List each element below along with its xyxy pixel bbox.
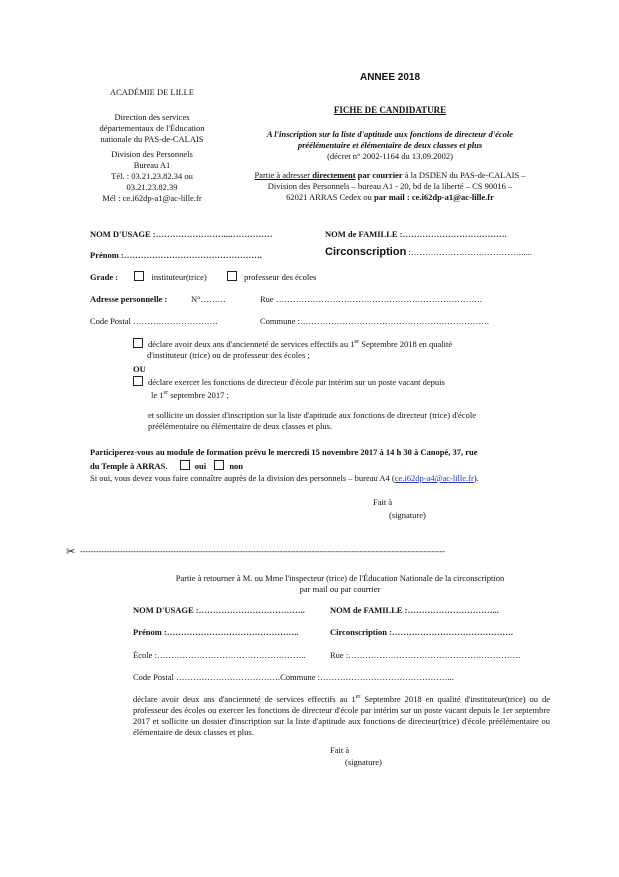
direction-line: départementaux de l'Éducation (99, 123, 205, 133)
non-label: non (229, 461, 244, 471)
envoi-line (220, 170, 560, 181)
bottom-prenom-field[interactable]: Prénom :……………………………………….. (133, 627, 299, 637)
inscription-line: A l'inscription sur la liste d'aptitude aux fonctions de directeur d'école (266, 129, 514, 139)
envoi-direct: directement (312, 170, 356, 180)
bottom-signature-label: (signature) (345, 757, 382, 767)
sup-er: er (355, 694, 361, 700)
numero-field[interactable]: N°……… (191, 294, 227, 304)
signature-label: (signature) (389, 510, 426, 520)
envoi-mail: par mail : ce.i62dp-a1@ac-lille.fr (373, 192, 494, 202)
scissors-icon: ✂ (66, 546, 76, 558)
retour-line: Partie à retourner à M. ou Mme l'inspecteur (trice) de l'Éducation Nationale de la circonscription (175, 573, 505, 583)
circonscription-label: Circonscription (325, 246, 407, 258)
tel-line: 03.21.23.82.39 (126, 182, 178, 192)
checkbox-interim[interactable] (133, 376, 143, 386)
check-anciennete-text: Septembre 2018 en qualité (359, 338, 453, 349)
annee-title: ANNEE 2018 (359, 72, 421, 83)
grade-label: Grade : (90, 272, 119, 282)
division-line: Division des Personnels (111, 149, 193, 159)
si-oui-prefix: Si oui, vous devez vous faire connaître auprès de la division des personnels – bureau A4 ( (90, 473, 395, 483)
code-postal-field[interactable]: Code Postal ………………………… (90, 316, 218, 326)
grade-option-instituteur: instituteur(trice) (151, 272, 207, 282)
bottom-fait-a: Fait à (330, 745, 350, 755)
si-oui-suffix: ). (473, 473, 479, 483)
checkbox-instituteur[interactable] (134, 271, 144, 281)
tel-line: Tél. : 03.21.23.82.34 ou (111, 171, 193, 181)
checkbox-non[interactable] (214, 460, 224, 470)
decret-text: (décret n° 2002-1164 du 13.09.2002) (327, 151, 453, 161)
inscription-line: préélémentaire et élémentaire de deux classes et plus (297, 140, 483, 150)
division-block (82, 149, 222, 204)
bottom-code-postal-field[interactable]: Code Postal ……………………………….Commune :………………………………………... (133, 672, 454, 682)
check-interim-line (133, 376, 533, 388)
direction-block (82, 112, 222, 145)
ou-label: OU (133, 364, 146, 374)
circonscription-dots: :…………………………………..... (406, 247, 532, 257)
direction-line: Direction des services (114, 112, 190, 122)
prenom-field[interactable]: Prénom :…………………………………………. (90, 250, 262, 260)
fait-a: Fait à (373, 497, 393, 507)
check-interim-text: le 1 (151, 389, 164, 400)
inscription-text (225, 129, 555, 151)
email-link[interactable]: ce.i62dp-a4@ac-lille.fr (394, 473, 474, 483)
participerez-line: Participerez-vous au module de formation prévu le mercredi 15 novembre 2017 à 14 h 30 à Canopé, 37, rue (90, 447, 478, 457)
check-anciennete-line2: d'instituteur (trice) ou de professeur des écoles ; (147, 349, 310, 360)
retour-line: par mail ou par courrier (299, 584, 381, 594)
retour-text (130, 573, 550, 595)
adresse-label: Adresse personnelle : (90, 294, 168, 304)
bottom-rue-field[interactable]: Rue :……………………………………………………. (330, 650, 521, 660)
grade-row (90, 271, 316, 283)
envoi-prefix: Partie à adresser (254, 170, 313, 180)
nom-famille-field[interactable]: NOM de FAMILLE :………………………………. (325, 229, 507, 239)
check-interim (133, 376, 533, 401)
nom-usage-field[interactable]: NOM D'USAGE :……………………...…………… (90, 229, 273, 239)
check-interim-text: septembre 2017 ; (168, 389, 229, 400)
sollicite-line: et sollicite un dossier d'inscription sur la liste d'aptitude aux fonctions de directeur (trice) d'école (148, 410, 476, 420)
oui-label: oui (194, 461, 207, 471)
sollicite-line: préélémentaire ou élémentaire de deux classes et plus. (148, 421, 333, 431)
envoi-dest: à la DSDEN du PAS-de-CALAIS – (402, 170, 526, 180)
sup-er: er (354, 339, 360, 345)
envoi-city: 62021 ARRAS Cedex ou (286, 192, 374, 202)
envoi-line (220, 192, 560, 203)
direction-line: nationale du PAS-de-CALAIS (100, 134, 204, 144)
checkbox-professeur[interactable] (227, 271, 237, 281)
bottom-nom-usage-field[interactable]: NOM D'USAGE :……………………………….. (133, 605, 305, 615)
envoi-courrier: par courrier (355, 170, 403, 180)
check-anciennete-text: déclare avoir deux ans d'ancienneté de services effectifs au 1 (148, 338, 355, 349)
check-interim-text: déclare exercer les fonctions de directeur d'école par intérim sur un poste vacant depuis (148, 377, 445, 387)
division-line: Bureau A1 (133, 160, 171, 170)
bottom-circonscription-field[interactable]: Circonscription :……………………………………. (330, 627, 514, 637)
participerez-text (90, 447, 550, 458)
participerez-city: du Temple à ARRAS. (90, 461, 168, 471)
check-anciennete-line (133, 337, 533, 350)
sollicite-text (148, 410, 548, 432)
commune-field[interactable]: Commune :…………………………………………………………. (260, 316, 490, 326)
declare-text: Septembre 2018 en qualité d'instituteur(trice) ou de professeur des écoles ou exercer les fonctions de directeur d'école par intérim sur un poste vacant depuis le 1er septembre 2017 et sollicite un dossier d'inscription sur la liste d'aptitude aux fonctions de directeur(trice) d'école préélémentaire ou élémentaire de deux classes et plus. (133, 693, 550, 737)
declare-text: déclare avoir deux ans d'ancienneté de services effectifs au 1 (133, 693, 356, 704)
participerez-line2 (90, 460, 243, 472)
cut-line: ----------------------------------------------------------------------------------------------------------------------------------------- (80, 547, 445, 556)
bottom-ecole-field[interactable]: École :…………………………………………….. (133, 650, 306, 660)
rue-field[interactable]: Rue ………………………………………………………………. (260, 294, 482, 304)
check-anciennete (133, 337, 533, 361)
si-oui-text (90, 473, 560, 484)
grade-option-professeur: professeur des écoles (244, 272, 317, 282)
envoi-block (220, 170, 560, 203)
academie-title: ACADÉMIE DE LILLE (109, 87, 195, 97)
mel-line: Mél : ce.i62dp-a1@ac-lille.fr (102, 193, 202, 203)
check-interim-line2 (133, 388, 533, 401)
bottom-nom-famille-field[interactable]: NOM de FAMILLE :…………………………... (330, 605, 499, 615)
envoi-line: Division des Personnels – bureau A1 - 20, bd de la liberté – CS 90016 – (267, 181, 513, 191)
sup-er: er (163, 390, 169, 396)
checkbox-oui[interactable] (180, 460, 190, 470)
fiche-title: FICHE DE CANDIDATURE (333, 105, 447, 115)
circonscription-field[interactable] (325, 247, 532, 258)
checkbox-anciennete[interactable] (133, 338, 143, 348)
bottom-declare-text (133, 692, 550, 738)
